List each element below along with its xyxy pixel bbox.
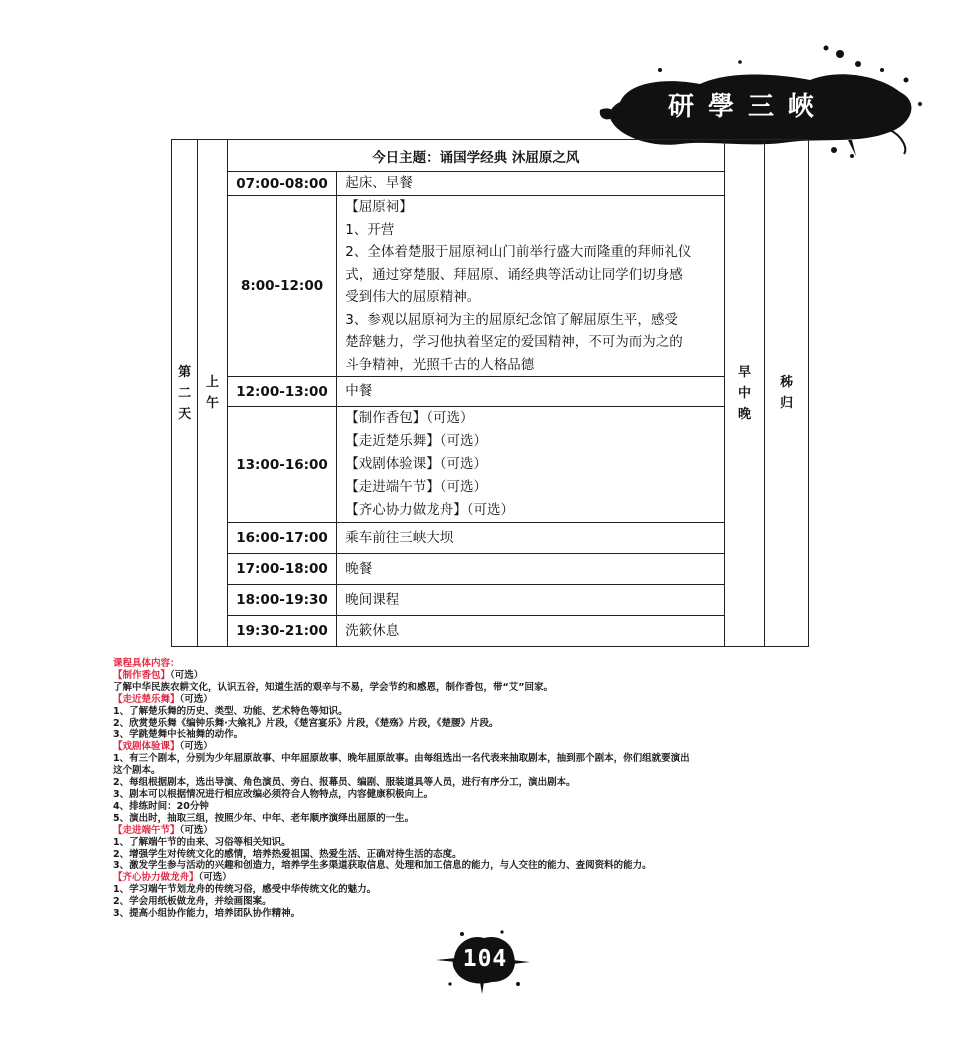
time-cell: 07:00-08:00 bbox=[227, 172, 337, 196]
note-section-title: 【走进端午节】 bbox=[113, 824, 180, 836]
notes-heading: 课程具体内容： bbox=[113, 658, 180, 669]
time-cell: 8:00-12:00 bbox=[227, 196, 337, 377]
note-line: 4、排练时间：20分钟 bbox=[113, 800, 209, 812]
activity-cell: 起床、早餐 bbox=[337, 172, 724, 196]
note-line: 3、剧本可以根据情况进行相应改编必须符合人物特点，内容健康积极向上。 bbox=[113, 788, 434, 800]
note-line: 5、演出时，抽取三组，按照少年、中年、老年顺序演绎出屈原的一生。 bbox=[113, 812, 415, 824]
activity-cell: 洗簌休息 bbox=[337, 616, 724, 647]
note-line: 2、欣赏楚乐舞《编钟乐舞·大飨礼》片段，《楚宫宴乐》片段，《楚殇》片段，《楚腰》片段。 bbox=[113, 717, 499, 729]
note-line: 这个剧本。 bbox=[113, 765, 161, 777]
time-cell: 18:00-19:30 bbox=[227, 585, 337, 616]
schedule-table bbox=[171, 139, 809, 647]
note-line: 1、了解楚乐舞的历史、类型、功能、艺术特色等知识。 bbox=[113, 705, 348, 717]
theme-cell: 今日主题：诵国学经典 沐屈原之风 bbox=[227, 140, 724, 172]
activity-cell: 【屈原祠】 1、开营 2、全体着楚服于屈原祠山门前举行盛大而隆重的拜师礼仪 式，通过穿楚服、拜屈原、诵经典等活动让同学们切身感 受到伟大的屈原精神。 3、参观以屈原祠为主的屈原纪念馆了解屈原生平，感受 楚辞魅力，学习他执着坚定的爱国精神，不可为而为之的 斗争精神，光照千古的人格品德 bbox=[337, 196, 724, 377]
activity-cell: 晚间课程 bbox=[337, 585, 724, 616]
activity-cell: 晚餐 bbox=[337, 554, 724, 585]
course-notes bbox=[113, 658, 853, 920]
activity-cell: 中餐 bbox=[337, 377, 724, 407]
activity-cell: 【制作香包】（可选） 【走近楚乐舞】（可选） 【戏剧体验课】（可选） 【走进端午节】（可选） 【齐心协力做龙舟】（可选） bbox=[337, 407, 724, 523]
note-section: 【走近楚乐舞】（可选） bbox=[113, 693, 213, 705]
note-line: 2、学会用纸板做龙舟，并绘画图案。 bbox=[113, 896, 272, 908]
note-section: 【走进端午节】（可选） bbox=[113, 824, 213, 836]
header-title: 研學三峽 bbox=[668, 92, 829, 122]
note-line: 3、学跳楚舞中长袖舞的动作。 bbox=[113, 729, 244, 741]
time-cell: 17:00-18:00 bbox=[227, 554, 337, 585]
time-cell: 13:00-16:00 bbox=[227, 407, 337, 523]
note-section: 【齐心协力做龙舟】（可选） bbox=[113, 872, 232, 884]
note-line: 1、有三个剧本，分别为少年屈原故事、中年屈原故事、晚年屈原故事。由每组选出一名代表来抽取剧本，抽到那个剧本，你们组就要演出 bbox=[113, 753, 690, 765]
page-number: 104 bbox=[462, 946, 508, 972]
time-cell: 12:00-13:00 bbox=[227, 377, 337, 407]
note-section-title: 【戏剧体验课】 bbox=[113, 741, 180, 753]
note-section-title: 【走近楚乐舞】 bbox=[113, 693, 180, 705]
day-cell: 第二天 bbox=[172, 140, 198, 647]
return-cell: 秭归 bbox=[765, 140, 809, 647]
note-section-title: 【齐心协力做龙舟】 bbox=[113, 872, 199, 884]
note-line: 了解中华民族农耕文化，认识五谷，知道生活的艰辛与不易，学会节约和感恩，制作香包，带“艾”回家。 bbox=[113, 681, 553, 693]
note-line: 1、了解端午节的由来、习俗等相关知识。 bbox=[113, 836, 291, 848]
half-day-cell: 上午 bbox=[198, 140, 227, 647]
note-section: 【制作香包】（可选） bbox=[113, 669, 204, 681]
meals-cell: 早中晚 bbox=[724, 140, 765, 647]
time-cell: 16:00-17:00 bbox=[227, 523, 337, 554]
note-line: 2、增强学生对传统文化的感情，培养热爱祖国、热爱生活、正确对待生活的态度。 bbox=[113, 848, 462, 860]
note-line: 1、学习端午节划龙舟的传统习俗，感受中华传统文化的魅力。 bbox=[113, 884, 377, 896]
time-cell: 19:30-21:00 bbox=[227, 616, 337, 647]
note-line: 3、激发学生参与活动的兴趣和创造力，培养学生多渠道获取信息、处理和加工信息的能力，与人交往的能力、查阅资料的能力。 bbox=[113, 860, 652, 872]
note-line: 2、每组根据剧本，选出导演、角色演员、旁白、报幕员、编剧、服装道具等人员，进行有序分工，演出剧本。 bbox=[113, 777, 576, 789]
note-section-title: 【制作香包】 bbox=[113, 669, 171, 681]
activity-cell: 乘车前往三峡大坝 bbox=[337, 523, 724, 554]
note-line: 3、提高小组协作能力，培养团队协作精神。 bbox=[113, 908, 301, 920]
note-section: 【戏剧体验课】（可选） bbox=[113, 741, 213, 753]
